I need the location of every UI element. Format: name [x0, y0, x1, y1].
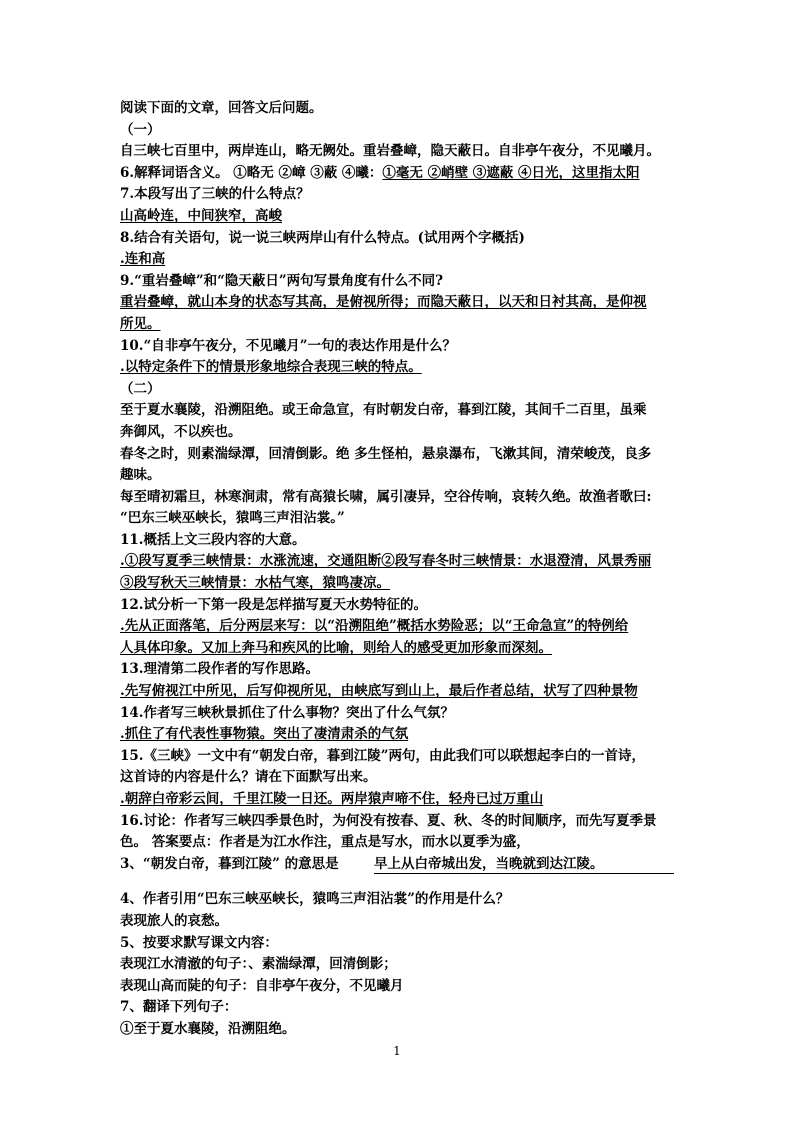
text-line: [120, 314, 680, 336]
text-line: [120, 206, 680, 228]
text-line-content: 表现江水清澈的句子：、素湍绿潭，回清倒影；: [120, 956, 397, 973]
text-line: [120, 98, 680, 120]
text-line-content: 12.试分析一下第一段是怎样描写夏天水势特征的。: [120, 596, 427, 613]
text-line: [120, 746, 680, 768]
text-line-content: 7、翻译下列句子：: [120, 999, 238, 1016]
text-line: [120, 724, 680, 746]
text-line: [120, 357, 680, 379]
text-line: [120, 933, 680, 955]
text-line-content: （二）: [120, 380, 161, 397]
text-line: [120, 832, 680, 854]
text-line-content: 这首诗的内容是什么？请在下面默写出来。: [120, 769, 377, 786]
text-line: [120, 336, 680, 358]
text-line-content: 表现旅人的哀愁。: [120, 912, 228, 929]
text-line-content: 8.结合有关语句，说一说三峡两岸山有什么特点。(试用两个字概括): [120, 229, 525, 246]
text-line: [120, 789, 680, 811]
text-line-content: .①段写夏季三峡情景：水涨流速，交通阻断②段写春冬时三峡情景：水退澄清，风景秀丽: [120, 553, 652, 570]
question-3-answer: 早上从白帝城出发，当晚就到达江陵。: [374, 855, 674, 874]
text-line-content: 表现山高而陡的句子：自非亭午夜分，不见曦月: [120, 977, 404, 994]
text-line-content: （一）: [120, 121, 161, 138]
text-line-content: 15.《三峡》一文中有“朝发白帝，暮到江陵”两句，由此我们可以联想起李白的一首诗，: [120, 747, 646, 764]
text-line-content: “巴东三峡巫峡长，猿鸣三声泪沾裳。”: [120, 510, 345, 527]
text-line: [120, 465, 680, 487]
text-line-content: 14.作者写三峡秋景抓住了什么事物？突出了什么气氛？: [120, 704, 454, 721]
question-section-1: [120, 98, 680, 854]
text-line: [120, 163, 680, 185]
text-line-content: .以特定条件下的情景形象地综合表现三峡的特点。: [120, 359, 422, 376]
text-line-content: 自三峡七百里中，两岸连山，略无阙处。重岩叠嶂，隐天蔽日。自非亭午夜分，不见曦月。: [120, 143, 660, 160]
text-line: [120, 976, 680, 998]
text-line: [120, 767, 680, 789]
text-line-content: 4、作者引用“巴东三峡巫峡长，猿鸣三声泪沾裳”的作用是什么？: [120, 891, 510, 908]
text-line: [120, 249, 680, 271]
text-line: [120, 659, 680, 681]
text-line-content: 10.“自非亭午夜分，不见曦月”一句的表达作用是什么？: [120, 337, 457, 354]
text-line: [120, 1019, 680, 1041]
text-line: [120, 487, 680, 509]
text-line: [120, 911, 680, 933]
text-line-content: 至于夏水襄陵，沿溯阻绝。或王命急宣，有时朝发白帝，暮到江陵，其间千二百里，虽乘: [120, 402, 647, 419]
text-line-content: 人具体印象。又加上奔马和疾风的比喻，则给人的感受更加形象而深刻。: [120, 639, 552, 656]
text-line-content: 阅读下面的文章，回答文后问题。: [120, 100, 323, 116]
text-line: [120, 120, 680, 142]
text-line-content: .朝辞白帝彩云间，千里江陵一日还。两岸猿声啼不住，轻舟已过万重山: [120, 791, 544, 807]
text-line: [120, 595, 680, 617]
question-section-2: [120, 889, 680, 1040]
text-line-content: 色。 答案要点：作者是为江水作注，重点是写水，而水以夏季为盛，: [120, 834, 530, 851]
text-line: [120, 444, 680, 466]
text-line: [120, 681, 680, 703]
text-line-content: ①至于夏水襄陵，沿溯阻绝。: [120, 1020, 296, 1037]
text-line: [120, 271, 680, 293]
text-line-content: 趣味。: [120, 467, 161, 484]
text-line: [120, 530, 680, 552]
text-line: [120, 811, 680, 833]
text-line-content: 重岩叠嶂，就山本身的状态写其高，是俯视所得；而隐天蔽日，以天和日衬其高，是仰视: [120, 294, 647, 311]
text-line-content: 春冬之时，则素湍绿潭，回清倒影。绝 多生怪柏，悬泉瀑布，飞漱其间，清荣峻茂，良多: [120, 445, 652, 462]
text-line: [120, 573, 680, 595]
text-line-content: 16.讨论：作者写三峡四季景色时，为何没有按春、夏、秋、冬的时间顺序，而先写夏季景: [120, 812, 657, 829]
text-line: [120, 400, 680, 422]
text-line-content: .抓住了有代表性事物猿。突出了凄清肃杀的气氛: [120, 726, 409, 743]
text-line: [120, 422, 680, 444]
text-line: [120, 997, 680, 1019]
text-line-content: .先写俯视江中所见，后写仰视所见，由峡底写到山上，最后作者总结，状写了四种景物: [120, 683, 638, 700]
text-line: [120, 616, 680, 638]
text-line-content: 7.本段写出了三峡的什么特点？: [120, 186, 310, 203]
question-3-prefix: 3、“朝发白帝，暮到江陵” 的意思是: [120, 855, 339, 872]
text-line: [120, 551, 680, 573]
text-line: [120, 292, 680, 314]
section-gap: [120, 875, 680, 889]
text-line: [120, 228, 680, 250]
text-line-content: 5、按要求默写课文内容：: [120, 934, 278, 951]
answer-inline: ①毫无 ②峭壁 ③遮蔽 ④日光，这里指太阳: [382, 164, 640, 181]
text-line-content: 山高岭连，中间狭窄，高峻: [120, 207, 282, 224]
page-number: 1: [393, 1044, 401, 1058]
text-line-content: 每至晴初霜旦，林寒涧肃，常有高猿长啸，属引凄异，空谷传响，哀转久绝。故渔者歌曰:: [120, 488, 652, 505]
text-line-content: 奔御风，不以疾也。: [120, 423, 242, 440]
text-line-content: 11.概括上文三段内容的大意。: [120, 531, 306, 548]
text-line-content: 9.“重岩叠嶂”和“隐天蔽日”两句写景角度有什么不同?: [120, 272, 444, 289]
text-line: [120, 379, 680, 401]
text-line: [120, 889, 680, 911]
text-line: [120, 184, 680, 206]
document-body: [120, 98, 680, 1041]
text-line: [120, 508, 680, 530]
text-line-content: 6.解释词语含义。 ①略无 ②嶂 ③蔽 ④曦：: [120, 164, 383, 181]
text-line: [120, 638, 680, 660]
text-line: [120, 141, 680, 163]
text-line-content: .连和高: [120, 251, 166, 268]
text-line-content: ③段写秋天三峡情景：水枯气寒，猿鸣凄凉。: [120, 575, 390, 592]
text-line: [120, 703, 680, 725]
question-3-line: [120, 854, 680, 876]
text-line: [120, 954, 680, 976]
text-line-content: .先从正面落笔，后分两层来写：以“沿溯阻绝”概括水势险恶；以“王命急宣”的特例给: [120, 618, 629, 635]
text-line-content: 13.理清第二段作者的写作思路。: [120, 661, 319, 678]
text-line-content: 所见。: [120, 315, 161, 332]
